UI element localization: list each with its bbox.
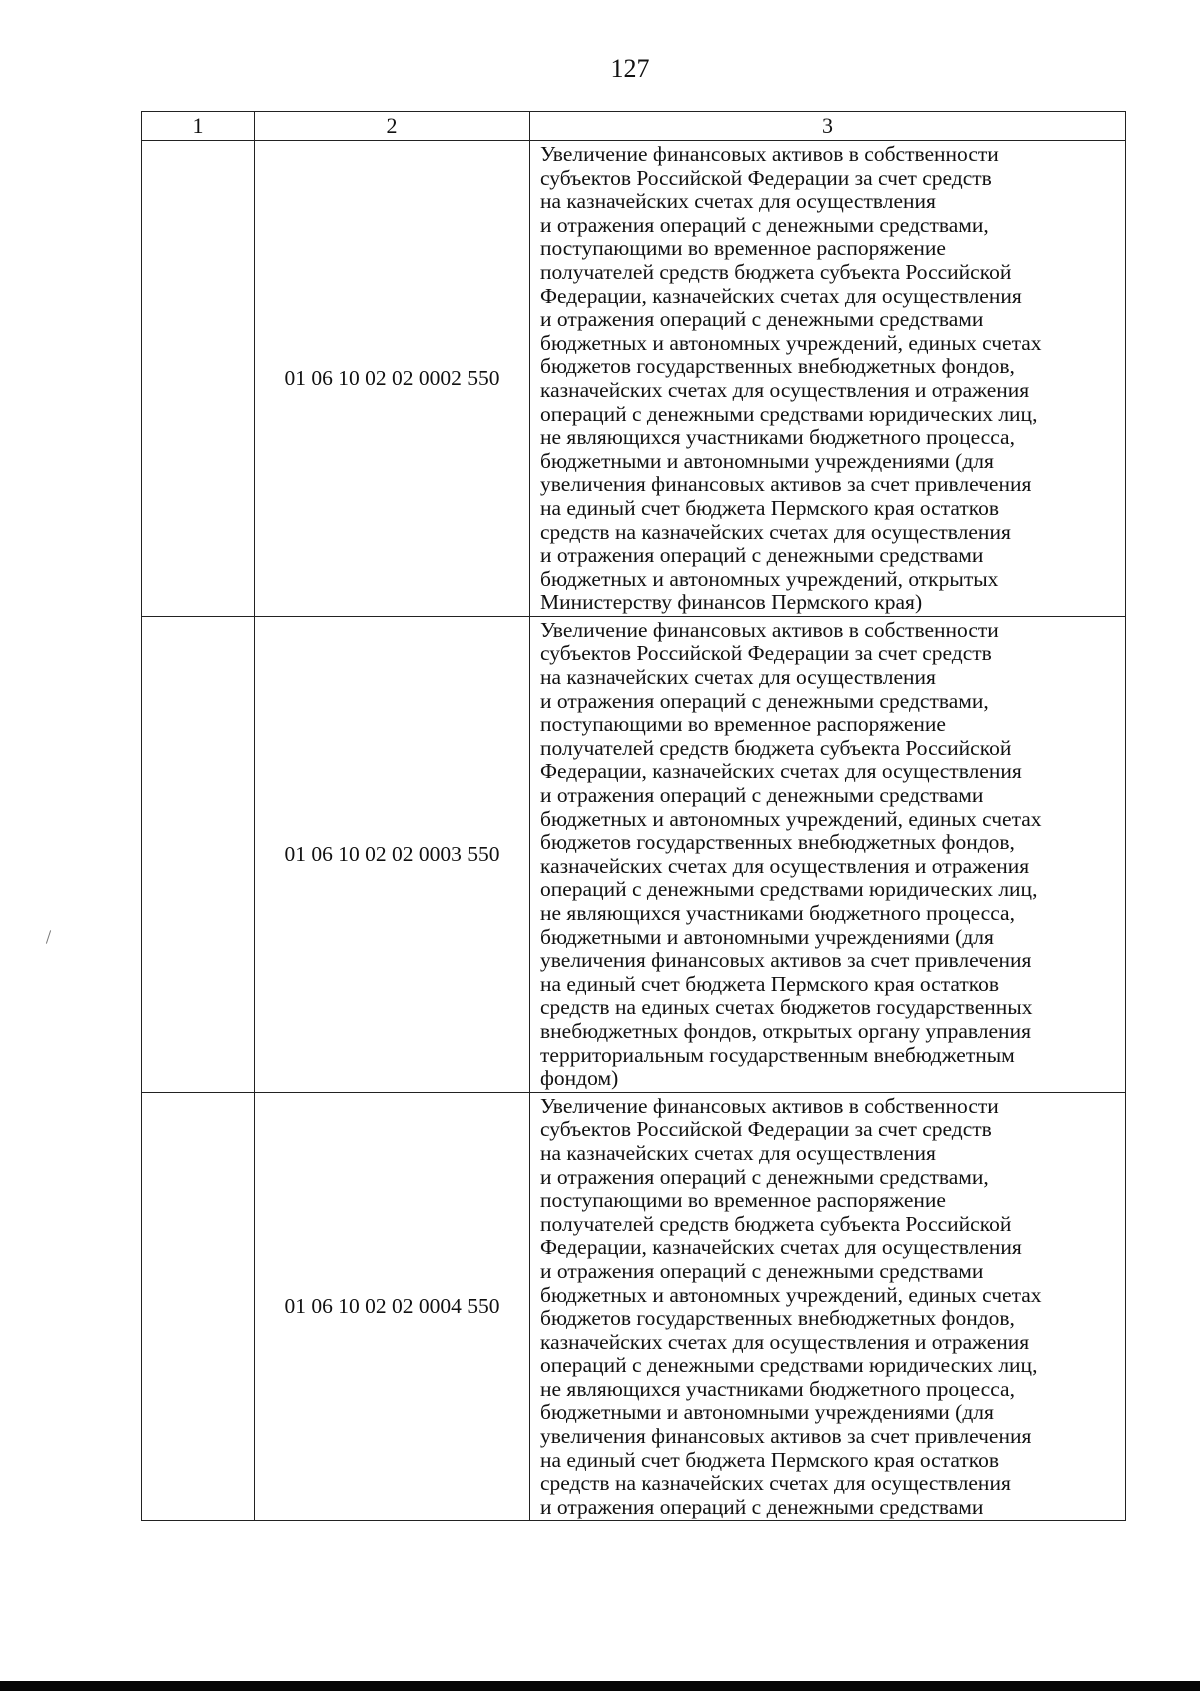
- description-line: и отражения операций с денежными средствами,: [540, 1164, 989, 1189]
- description-line: бюджетными и автономными учреждениями (для: [540, 924, 994, 949]
- header-col-3: 3: [530, 112, 1126, 141]
- description-line: на казначейских счетах для осуществления: [540, 1140, 936, 1165]
- budget-code-cell: 01 06 10 02 02 0002 550: [255, 141, 530, 617]
- description-line: поступающими во временное распоряжение: [540, 236, 946, 261]
- description-line: и отражения операций с денежными средствами: [540, 543, 984, 568]
- description-line: и отражения операций с денежными средствами: [540, 783, 984, 808]
- description-line: на единый счет бюджета Пермского края остатков: [540, 1447, 1000, 1472]
- description-line: бюджетов государственных внебюджетных фондов,: [540, 354, 1015, 379]
- description-line: субъектов Российской Федерации за счет средств: [540, 165, 992, 190]
- table-header-row: [142, 112, 1126, 141]
- description-line: поступающими во временное распоряжение: [540, 712, 946, 737]
- description-line: операций с денежными средствами юридических лиц,: [540, 401, 1038, 426]
- description-line: средств на казначейских счетах для осуществления: [540, 519, 1011, 544]
- description-line: операций с денежными средствами юридических лиц,: [540, 1353, 1038, 1378]
- description-line: Министерству финансов Пермского края): [540, 590, 923, 615]
- description-line: на единый счет бюджета Пермского края остатков: [540, 971, 1000, 996]
- description-line: Федерации, казначейских счетах для осуществления: [540, 759, 1022, 784]
- description-line: не являющихся участниками бюджетного процесса,: [540, 901, 1015, 925]
- description-line: Федерации, казначейских счетах для осуществления: [540, 283, 1022, 308]
- description-line: бюджетных и автономных учреждений, единых счетах: [540, 1282, 1042, 1307]
- description-line: бюджетными и автономными учреждениями (для: [540, 1400, 994, 1425]
- description-line: и отражения операций с денежными средствами,: [540, 688, 989, 713]
- description-line: казначейских счетах для осуществления и отражения: [540, 1329, 1030, 1354]
- description-line: поступающими во временное распоряжение: [540, 1188, 946, 1213]
- description-line: субъектов Российской Федерации за счет средств: [540, 1117, 992, 1142]
- description-cell: [530, 141, 1126, 617]
- description-line: бюджетов государственных внебюджетных фондов,: [540, 830, 1015, 855]
- description-line: казначейских счетах для осуществления и отражения: [540, 377, 1030, 402]
- description-cell: [530, 616, 1126, 1092]
- description-line: и отражения операций с денежными средствами: [540, 1494, 984, 1519]
- description-line: увеличения финансовых активов за счет привлечения: [540, 472, 1032, 497]
- description-line: бюджетов государственных внебюджетных фондов,: [540, 1306, 1015, 1331]
- description-line: операций с денежными средствами юридических лиц,: [540, 877, 1038, 902]
- description-line: фондом): [540, 1066, 619, 1091]
- description-line: получателей средств бюджета субъекта Российской: [540, 1211, 1012, 1236]
- document-table: [141, 111, 1126, 1521]
- description-line: получателей средств бюджета субъекта Российской: [540, 259, 1012, 284]
- description-cell: [530, 1092, 1126, 1521]
- description-line: на казначейских счетах для осуществления: [540, 665, 936, 690]
- table-row: [142, 616, 1126, 1092]
- description-line: на казначейских счетах для осуществления: [540, 189, 936, 214]
- description-line: на единый счет бюджета Пермского края остатков: [540, 495, 1000, 520]
- description-line: и отражения операций с денежными средствами: [540, 307, 984, 332]
- page-number: 127: [610, 54, 650, 83]
- table-row: [142, 1092, 1126, 1521]
- table-row: [142, 141, 1126, 617]
- description-line: не являющихся участниками бюджетного процесса,: [540, 1376, 1015, 1401]
- description-line: Увеличение финансовых активов в собственности: [540, 617, 999, 642]
- description-line: получателей средств бюджета субъекта Российской: [540, 735, 1012, 760]
- scan-mark: [46, 930, 51, 944]
- empty-cell: [142, 141, 255, 617]
- description-line: внебюджетных фондов, открытых органу управления: [540, 1018, 1031, 1043]
- description-line: бюджетных и автономных учреждений, единых счетах: [540, 806, 1042, 831]
- empty-cell: [142, 1092, 255, 1521]
- description-line: увеличения финансовых активов за счет привлечения: [540, 948, 1032, 973]
- description-line: субъектов Российской Федерации за счет средств: [540, 641, 992, 666]
- description-line: увеличения финансовых активов за счет привлечения: [540, 1424, 1032, 1449]
- description-line: средств на единых счетах бюджетов государственных: [540, 995, 1033, 1020]
- scan-bottom-edge: [0, 1681, 1200, 1691]
- description-line: Увеличение финансовых активов в собственности: [540, 142, 999, 166]
- description-line: Увеличение финансовых активов в собственности: [540, 1093, 999, 1118]
- budget-code-cell: 01 06 10 02 02 0004 550: [255, 1092, 530, 1521]
- description-line: не являющихся участниками бюджетного процесса,: [540, 425, 1015, 450]
- description-line: средств на казначейских счетах для осуществления: [540, 1471, 1011, 1496]
- description-line: казначейских счетах для осуществления и отражения: [540, 853, 1030, 878]
- description-line: территориальным государственным внебюджетным: [540, 1042, 1015, 1067]
- description-line: бюджетных и автономных учреждений, единых счетах: [540, 330, 1042, 355]
- empty-cell: [142, 616, 255, 1092]
- budget-code-cell: 01 06 10 02 02 0003 550: [255, 616, 530, 1092]
- header-col-2: 2: [255, 112, 530, 141]
- description-line: и отражения операций с денежными средствами: [540, 1258, 984, 1283]
- description-line: бюджетных и автономных учреждений, открытых: [540, 566, 999, 591]
- description-line: Федерации, казначейских счетах для осуществления: [540, 1235, 1022, 1260]
- description-line: бюджетными и автономными учреждениями (для: [540, 448, 994, 473]
- description-line: и отражения операций с денежными средствами,: [540, 212, 989, 237]
- header-col-1: 1: [142, 112, 255, 141]
